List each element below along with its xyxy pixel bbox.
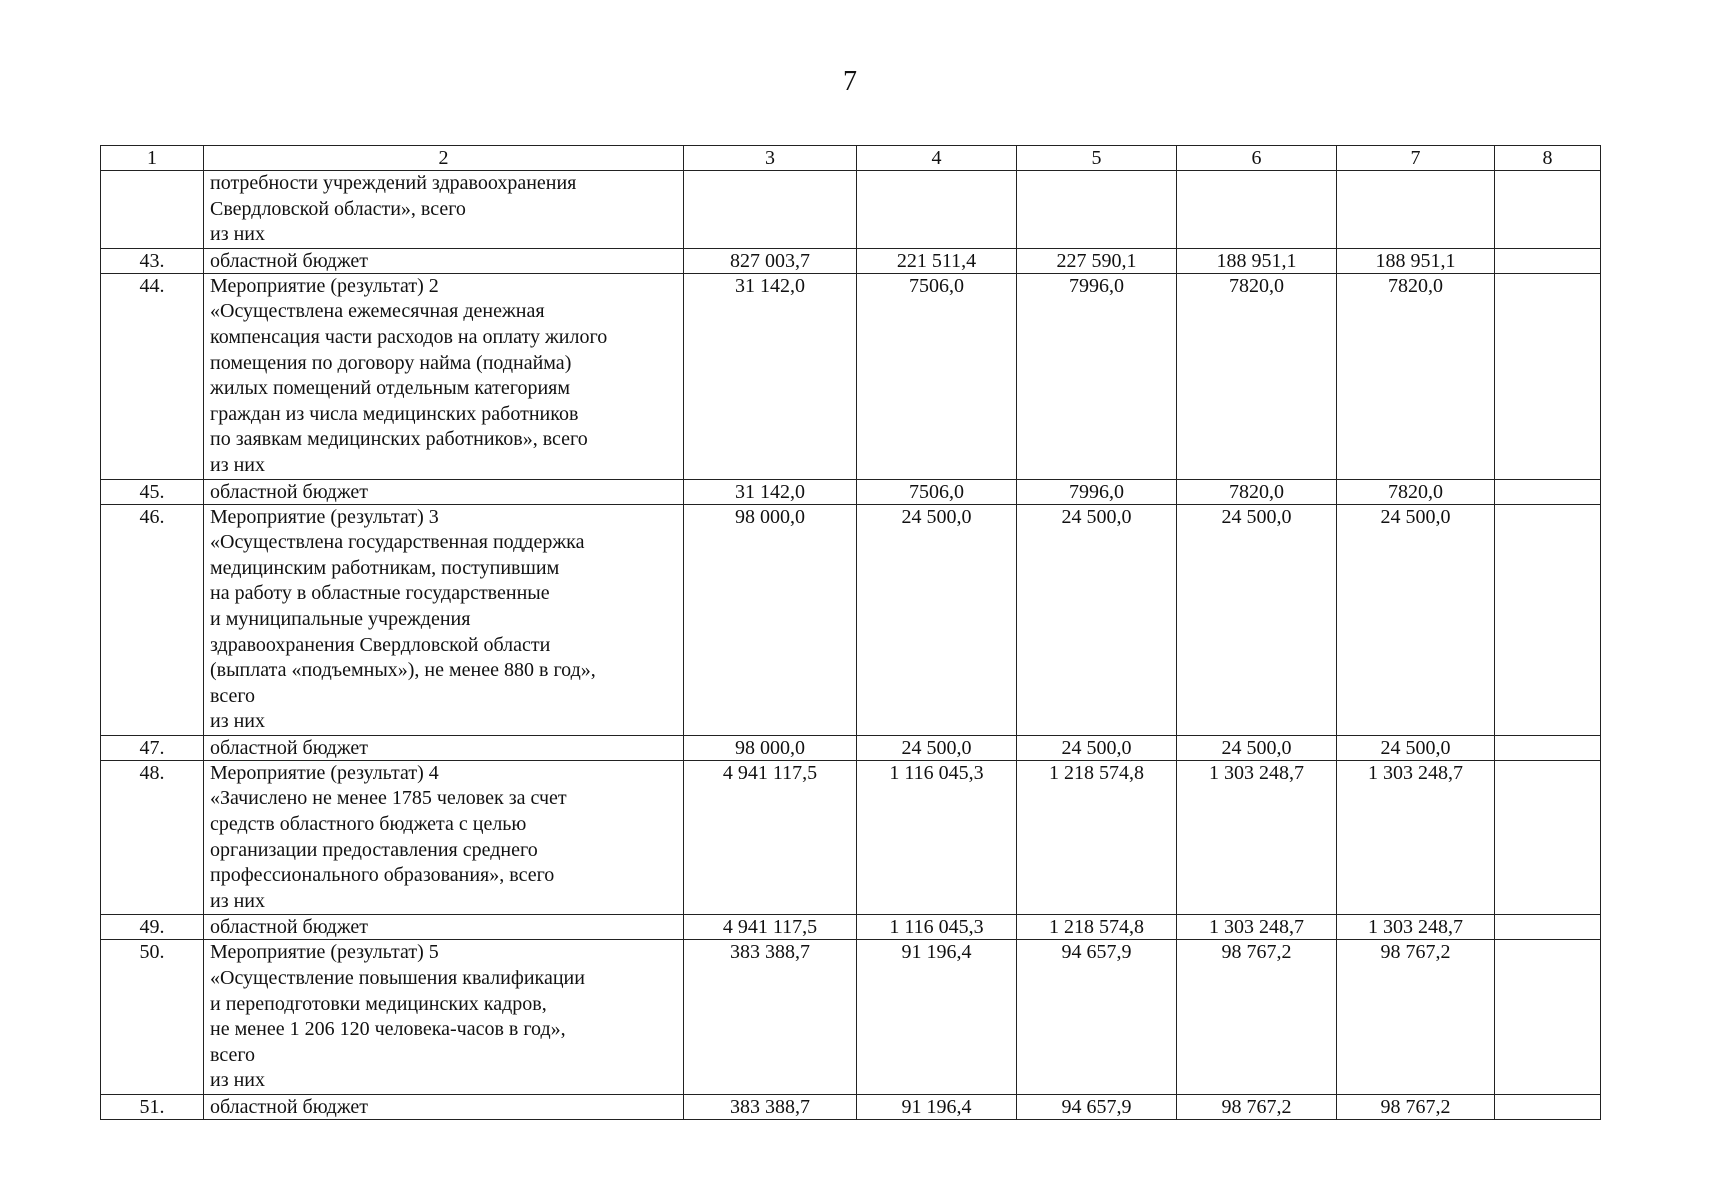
value-cell: 1 303 248,7 (1337, 915, 1495, 940)
row-number (101, 171, 204, 249)
row-description: областной бюджет (204, 1095, 684, 1120)
table-row (101, 760, 1601, 915)
value-cell: 98 767,2 (1177, 940, 1337, 1095)
value-cell: 7996,0 (1017, 273, 1177, 479)
column-header: 4 (857, 146, 1017, 171)
page-number: 7 (843, 66, 857, 97)
table-row (101, 735, 1601, 760)
row-number: 44. (101, 273, 204, 479)
row-number: 48. (101, 760, 204, 915)
value-cell (1495, 504, 1601, 735)
value-cell: 91 196,4 (857, 1095, 1017, 1120)
column-header: 5 (1017, 146, 1177, 171)
column-header: 1 (101, 146, 204, 171)
value-cell: 7820,0 (1337, 479, 1495, 504)
value-cell: 24 500,0 (1337, 735, 1495, 760)
value-cell (1495, 915, 1601, 940)
column-header: 3 (684, 146, 857, 171)
value-cell: 24 500,0 (1177, 735, 1337, 760)
table-row (101, 1095, 1601, 1120)
value-cell: 7820,0 (1177, 479, 1337, 504)
value-cell: 188 951,1 (1337, 248, 1495, 273)
value-cell: 98 767,2 (1337, 1095, 1495, 1120)
row-description: областной бюджет (204, 248, 684, 273)
value-cell (1495, 171, 1601, 249)
value-cell (1495, 1095, 1601, 1120)
value-cell: 94 657,9 (1017, 1095, 1177, 1120)
table-row (101, 504, 1601, 735)
value-cell: 91 196,4 (857, 940, 1017, 1095)
value-cell: 1 218 574,8 (1017, 760, 1177, 915)
row-description: областной бюджет (204, 915, 684, 940)
row-number: 50. (101, 940, 204, 1095)
value-cell: 7820,0 (1337, 273, 1495, 479)
table-row (101, 940, 1601, 1095)
row-number: 51. (101, 1095, 204, 1120)
value-cell: 4 941 117,5 (684, 760, 857, 915)
value-cell: 24 500,0 (1177, 504, 1337, 735)
value-cell: 227 590,1 (1017, 248, 1177, 273)
value-cell (1495, 273, 1601, 479)
value-cell: 24 500,0 (1337, 504, 1495, 735)
value-cell: 1 116 045,3 (857, 915, 1017, 940)
value-cell (1495, 248, 1601, 273)
value-cell: 7506,0 (857, 479, 1017, 504)
value-cell: 1 303 248,7 (1177, 760, 1337, 915)
table-row (101, 171, 1601, 249)
column-header: 7 (1337, 146, 1495, 171)
row-description: Мероприятие (результат) 3 «Осуществлена государственная поддержка медицинским работникам, поступившим на работу в областные государственные и муниципальные учреждения здравоохранения Свердловской области (выплата «подъемных»), не менее 880 в год», всего из них (204, 504, 684, 735)
value-cell: 383 388,7 (684, 1095, 857, 1120)
value-cell (1495, 735, 1601, 760)
value-cell: 4 941 117,5 (684, 915, 857, 940)
value-cell (857, 171, 1017, 249)
value-cell: 1 116 045,3 (857, 760, 1017, 915)
row-number: 47. (101, 735, 204, 760)
value-cell: 24 500,0 (857, 735, 1017, 760)
table-row (101, 248, 1601, 273)
column-header: 6 (1177, 146, 1337, 171)
value-cell: 7506,0 (857, 273, 1017, 479)
value-cell: 94 657,9 (1017, 940, 1177, 1095)
row-number: 46. (101, 504, 204, 735)
row-description: областной бюджет (204, 479, 684, 504)
row-description: областной бюджет (204, 735, 684, 760)
value-cell: 98 000,0 (684, 735, 857, 760)
value-cell: 31 142,0 (684, 273, 857, 479)
value-cell: 98 767,2 (1337, 940, 1495, 1095)
value-cell: 24 500,0 (1017, 504, 1177, 735)
column-header: 8 (1495, 146, 1601, 171)
value-cell (684, 171, 857, 249)
budget-table (100, 145, 1601, 1120)
row-description: Мероприятие (результат) 2 «Осуществлена ежемесячная денежная компенсация части расходов на оплату жилого помещения по договору найма (поднайма) жилых помещений отдельным категориям граждан из числа медицинских работников по заявкам медицинских работников», всего из них (204, 273, 684, 479)
value-cell: 383 388,7 (684, 940, 857, 1095)
row-number: 43. (101, 248, 204, 273)
value-cell (1177, 171, 1337, 249)
row-number: 45. (101, 479, 204, 504)
table-row (101, 479, 1601, 504)
column-header: 2 (204, 146, 684, 171)
value-cell (1337, 171, 1495, 249)
row-description: Мероприятие (результат) 5 «Осуществление повышения квалификации и переподготовки медицинских кадров, не менее 1 206 120 человека-часов в год», всего из них (204, 940, 684, 1095)
value-cell: 31 142,0 (684, 479, 857, 504)
table-row (101, 273, 1601, 479)
row-description: Мероприятие (результат) 4 «Зачислено не менее 1785 человек за счет средств областного бюджета с целью организации предоставления среднего профессионального образования», всего из них (204, 760, 684, 915)
value-cell: 7996,0 (1017, 479, 1177, 504)
row-description: потребности учреждений здравоохранения Свердловской области», всего из них (204, 171, 684, 249)
table-header-row (101, 146, 1601, 171)
value-cell: 1 303 248,7 (1177, 915, 1337, 940)
value-cell: 24 500,0 (857, 504, 1017, 735)
value-cell (1495, 479, 1601, 504)
value-cell: 827 003,7 (684, 248, 857, 273)
value-cell: 1 303 248,7 (1337, 760, 1495, 915)
value-cell (1017, 171, 1177, 249)
value-cell (1495, 940, 1601, 1095)
value-cell: 1 218 574,8 (1017, 915, 1177, 940)
table-row (101, 915, 1601, 940)
value-cell: 7820,0 (1177, 273, 1337, 479)
value-cell: 98 767,2 (1177, 1095, 1337, 1120)
value-cell (1495, 760, 1601, 915)
row-number: 49. (101, 915, 204, 940)
value-cell: 98 000,0 (684, 504, 857, 735)
value-cell: 188 951,1 (1177, 248, 1337, 273)
value-cell: 24 500,0 (1017, 735, 1177, 760)
value-cell: 221 511,4 (857, 248, 1017, 273)
